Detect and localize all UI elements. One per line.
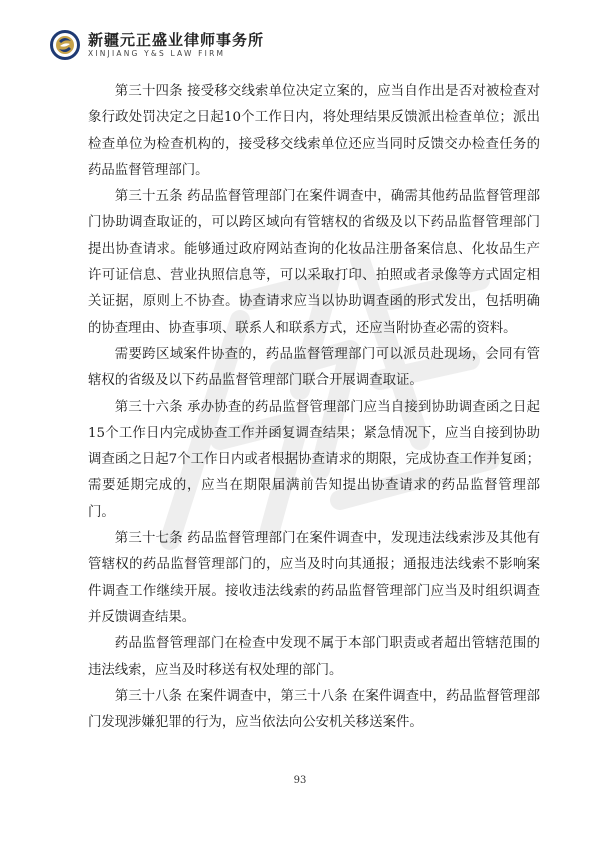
document-body [88, 79, 540, 736]
paragraph-article-34: 第三十四条 接受移交线索单位决定立案的，应当自作出是否对被检查对象行政处罚决定之日起10个工作日内，将处理结果反馈派出检查单位；派出检查单位为检查机构的，接受移交线索单位还应当同时反馈交办检查任务的药品监督管理部门。 [88, 84, 540, 178]
paragraph-transfer-clues: 药品监督管理部门在检查中发现不属于本部门职责或者超出管辖范围的违法线索，应当及时移送有权处理的部门。 [88, 636, 540, 678]
firm-name-en: XINJIANG Y&S LAW FIRM [88, 48, 226, 58]
firm-name-cn: 新疆元正盛业律师事务所 [88, 30, 265, 49]
firm-brand [88, 32, 264, 59]
paragraph-article-35: 第三十五条 药品监督管理部门在案件调查中，确需其他药品监督管理部门协助调查取证的，可以跨区域向有管辖权的省级及以下药品监督管理部门提出协查请求。能够通过政府网站查询的化妆品注册备案信息、化妆品生产许可证信息、营业执照信息等，可以采取打印、拍照或者录像等方式固定相关证据，原则上不协查。协查请求应当以协助调查函的形式发出，包括明确的协查理由、协查事项、联系人和联系方式，还应当附协查必需的资料。 [88, 189, 540, 336]
firm-logo-icon [50, 30, 80, 60]
paragraph-article-38: 第三十八条 在案件调查中，第三十八条 在案件调查中，药品监督管理部门发现涉嫌犯罪的行为，应当依法向公安机关移送案件。 [88, 688, 540, 731]
page-header [50, 30, 264, 60]
paragraph-cross-region: 需要跨区域案件协查的，药品监督管理部门可以派员赴现场，会同有管辖权的省级及以下药品监督管理部门联合开展调查取证。 [88, 346, 540, 389]
paragraph-article-36: 第三十六条 承办协查的药品监督管理部门应当自接到协助调查函之日起15个工作日内完成协查工作并函复调查结果；紧急情况下，应当自接到协助调查函之日起7个工作日内或者根据协查请求的期限，完成协查工作并复函；需要延期完成的，应当在期限届满前告知提出协查请求的药品监督管理部门。 [88, 399, 540, 520]
paragraph-article-37: 第三十七条 药品监督管理部门在案件调查中，发现违法线索涉及其他有管辖权的药品监督管理部门的，应当及时向其通报；通报违法线索不影响案件调查工作继续开展。接收违法线索的药品监督管理部门应当及时组织调查并反馈调查结果。 [88, 531, 540, 625]
page-number: 93 [293, 775, 307, 786]
